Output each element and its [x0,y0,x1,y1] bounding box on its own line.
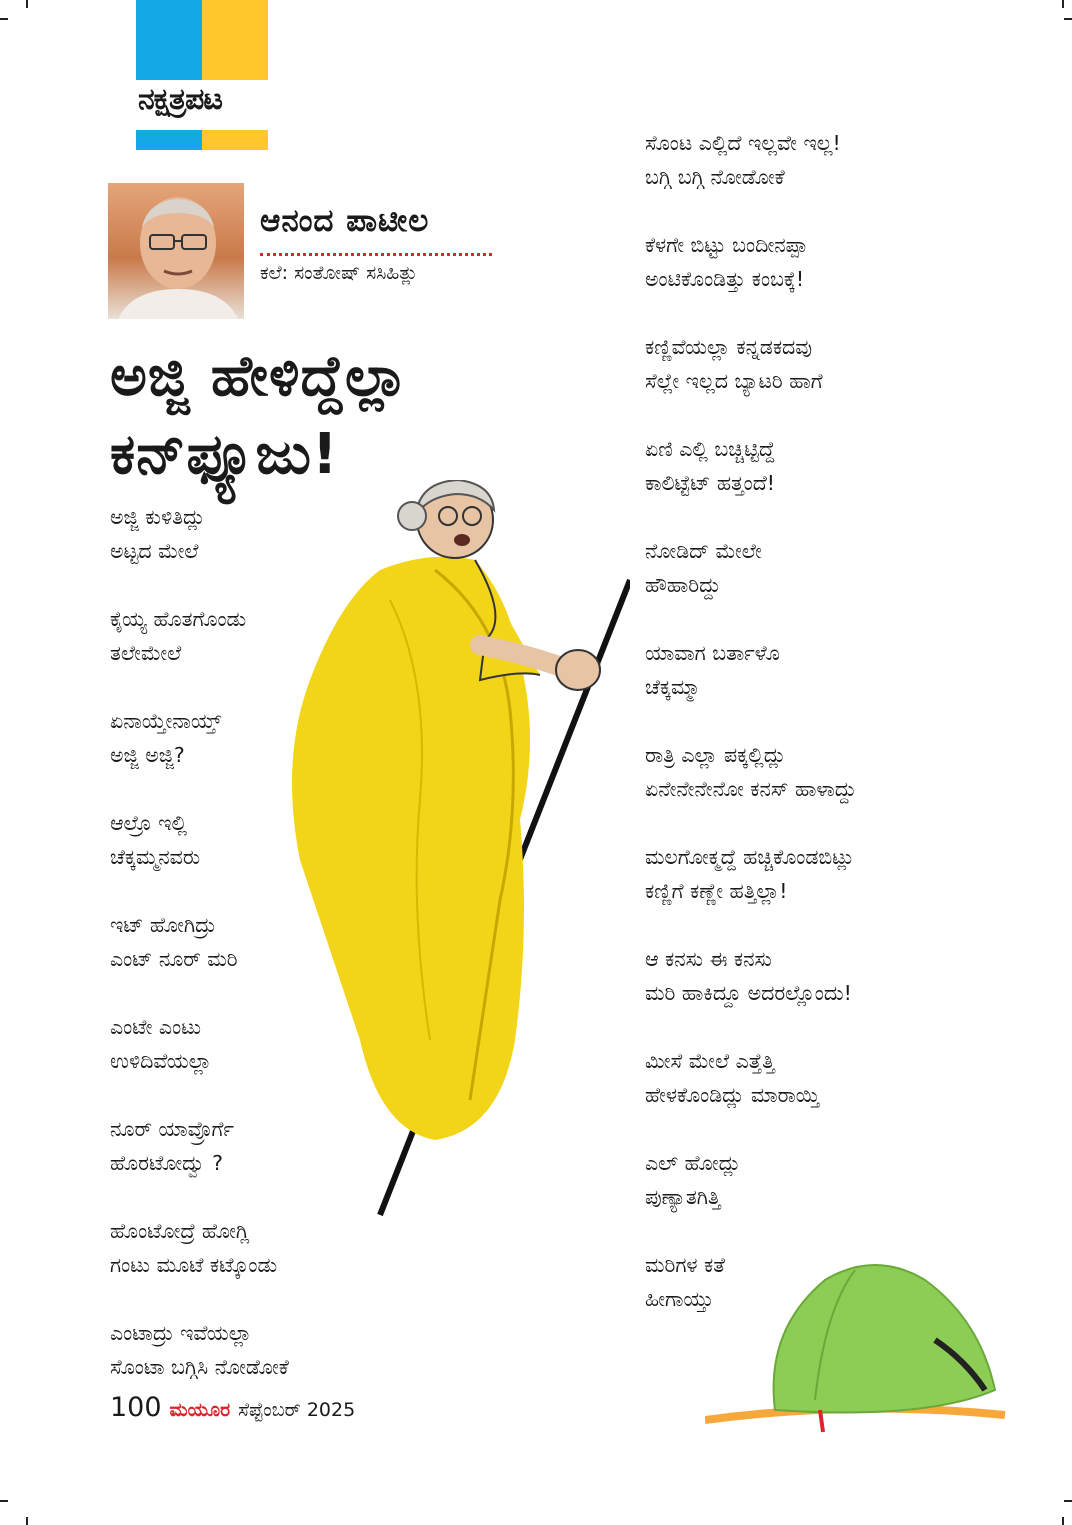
poem-line: ಅಜ್ಜಿ ಕುಳಿತಿದ್ಲು [110,505,206,529]
title-line-1: ಅಜ್ಜಿ ಹೇಳಿದ್ದೆಲ್ಲಾ [110,344,409,409]
poem-line: ಹೇಳಕೊಂಡಿದ್ಲು ಮಾರಾಯ್ತಿ [645,1083,820,1107]
poem-line: ಇಟ್ ಹೋಗಿದ್ರು [110,913,216,937]
poem-line: ತಲೇಮೇಲೆ [110,641,182,665]
stanza [645,840,855,908]
poem-line: ಏನಾಯ್ತೇನಾಯ್ತ್ [110,709,222,733]
poem-line: ಎಂಟಾದ್ರು ಇವೆಯಲ್ಲಾ [110,1321,252,1345]
poem-line: ನೂರ್ ಯಾವ್ರೊರ್ಗೆ [110,1117,235,1141]
poem-line: ಪುಣ್ಯಾತಗಿತ್ತಿ [645,1185,721,1209]
poem-line: ಎಲ್ ಹೋದ್ಲು [645,1151,741,1175]
stanza [645,534,762,602]
author-divider [260,253,492,256]
author-photo [108,183,244,319]
poem-line: ಅಜ್ಜಿ ಅಜ್ಜಿ? [110,743,185,767]
stanza [110,602,246,670]
poem-line: ಕಣ್ಣಿಗೆ ಕಣ್ಣೇ ಹತ್ತಿಲ್ಲಾ! [645,879,788,903]
poem-line: ಯಾವಾಗ ಬರ್ತಾಳೊ [645,641,780,665]
poem-line: ಎಂಟ್ ನೂರ್ ಮರಿ [110,947,238,971]
poem-line: ಕಣ್ಣಿವೆಯಲ್ಲಾ ಕನ್ನಡಕದವು [645,335,813,359]
poem-line: ಹೀಗಾಯ್ತು [645,1287,714,1311]
poem-title [110,338,409,494]
crop-mark [26,0,28,8]
poem-line: ಚೆಕ್ಕಮ್ಮನವರು [110,845,201,869]
poem-line: ಅಂಟಿಕೊಂಡಿತ್ತು ಕಂಬಕ್ಕೆ! [645,267,805,291]
poem-line: ಸೊಂಟಾ ಬಗ್ಗಿಸಿ ನೋಡೋಕೆ [110,1355,289,1379]
poem-line: ಬಗ್ಗಿ ಬಗ್ಗಿ ನೋಡೋಕೆ [645,165,785,189]
issue-date: ಸೆಪ್ಟೆಂಬರ್ 2025 [238,1399,356,1421]
poem-line: ಸೊಂಟ ಎಲ್ಲಿದೆ ಇಲ್ಲವೇ ಇಲ್ಲ! [645,131,841,155]
poem-line: ಅಟ್ಟದ ಮೇಲೆ [110,539,199,563]
crop-mark [1064,18,1072,20]
stanza [110,704,221,772]
grandmother-illustration [270,480,630,1220]
stanza [110,806,200,874]
stanza [645,228,808,296]
crop-mark [0,1500,8,1502]
page-number: 100 [110,1392,162,1423]
poem-line: ರಾತ್ರಿ ಎಲ್ಲಾ ಪಕ್ಕಲ್ಲಿದ್ಲು [645,743,786,767]
poem-line: ಕೆಳಗೇ ಬಿಟ್ಟು ಬಂದೀನಪ್ಪಾ [645,233,808,257]
poem-line: ಹೌಹಾರಿದ್ದು [645,573,721,597]
poem-line: ಉಳಿದಿವೆಯಲ್ಲಾ [110,1049,212,1073]
section-logo-text: ನಕ್ಷತ್ರಪಟ [138,82,222,117]
poem-line: ಮಲಗೋಕ್ಮದ್ದೆ ಹಚ್ಚಿಕೊಂಡಬಿಟ್ಲು [645,845,855,869]
poem-line: ನೋಡಿದ್ ಮೇಲೇ [645,539,762,563]
title-line-2: ಕನ್‌ಫ್ಯೂಜು! [110,422,339,487]
poem-line: ಎಂಟೇ ಎಂಟು [110,1015,202,1039]
poem-line: ಕೈಯ್ಯ ಹೊತಗೊಂಡು [110,607,247,631]
author-name: ಆನಂದ ಪಾಟೀಲ [260,203,430,239]
crop-mark [0,18,8,20]
poem-line: ಮರಿಗಳ ಕತೆ [645,1253,725,1277]
stanza [645,738,856,806]
poem-line: ಗಂಟು ಮೂಟೆ ಕಟ್ಕೊಂಡು [110,1253,278,1277]
stanza [645,126,841,194]
poem-line: ಆಲ್ರೊ ಇಲ್ಲಿ [110,811,187,835]
illustration-credit: ಕಲೆ: ಸಂತೋಷ್ ಸಸಿಹಿತ್ಲು [260,262,418,284]
stanza [645,636,780,704]
magazine-name: ಮಯೂರ [169,1399,231,1421]
stanza [110,1316,289,1384]
crop-mark [26,1517,28,1525]
page-footer [110,1392,355,1423]
stanza [645,1044,819,1112]
poem-line: ಏಣಿ ಎಲ್ಲಿ ಬಚ್ಚಿಟ್ಟಿದ್ದೆ [645,437,775,461]
section-logo [136,0,268,150]
poem-line: ಸೆಲ್ಲೇ ಇಲ್ಲದ ಬ್ಯಾಟರಿ ಹಾಗೆ [645,369,823,393]
stanza [110,1010,212,1078]
poem-line: ಕಾಲಿಟ್ಟೆಟ್ ಹತ್ತಂದೆ! [645,471,776,495]
stanza [645,1248,725,1316]
poem-line: ಮರಿ ಹಾಕಿದ್ದೂ ಅದರಲ್ಲೊಂದು! [645,981,852,1005]
stanza [110,908,238,976]
poem-line: ಏನೇನೇನೇನೋ ಕನಸ್ ಹಾಳಾದ್ದು [645,777,857,801]
crop-mark [1064,1500,1072,1502]
stanza [110,1214,277,1282]
poem-line: ಮೀಸೆ ಮೇಲೆ ಎತ್ತೆತ್ತಿ [645,1049,775,1073]
poem-line: ಆ ಕನಸು ಈ ಕನಸು [645,947,772,971]
poem-line: ಹೊಂಟೋದ್ರೆ ಹೋಗ್ಲಿ [110,1219,250,1243]
crop-mark [1062,1517,1064,1525]
stanza [110,500,205,568]
poem-line: ಹೊರಟೋದ್ವು ? [110,1151,224,1175]
stanza [110,1112,234,1180]
stanza [645,1146,741,1214]
stanza [645,330,823,398]
stanza [645,942,852,1010]
poem-line: ಚೆಕ್ಕಮ್ಮಾ [645,675,701,699]
stanza [645,432,775,500]
bundle-illustration [705,1250,1015,1440]
crop-mark [1062,0,1064,8]
